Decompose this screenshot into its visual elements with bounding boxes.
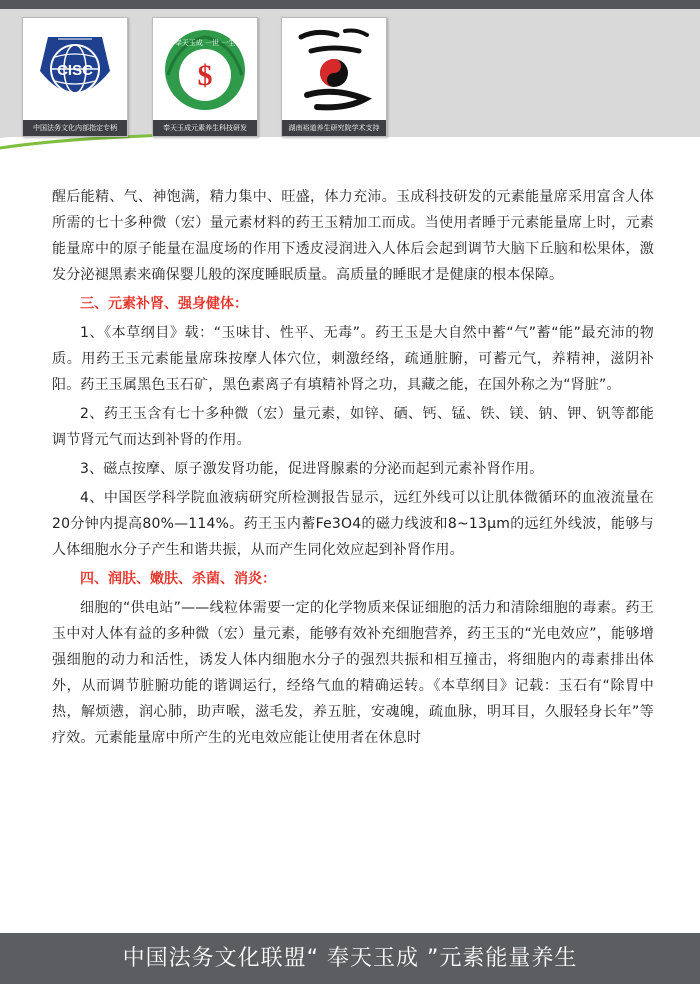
svg-text:$: $ (197, 59, 213, 92)
article-body (52, 184, 654, 754)
section4-paragraph-1: 细胞的“供电站”——线粒体需要一定的化学物质来保证细胞的活力和清除细胞的毒素。药王玉中对人体有益的多种微（宏）量元素，能够有效补充细胞营养，药王玉的“光电效应”，能够增强细胞的动力和活性，诱发人体内细胞水分子的强烈共振和相互撞击，将细胞内的毒素排出体外，从而调节脏腑功能的谐调运行，经络气血的精确运转。《本草纲目》记载：玉石有“除胃中热，解烦懑，润心肺，助声喉，滋毛发，养五脏，安魂魄，疏血脉，明耳目，久服轻身长年”等疗效。元素能量席中所产生的光电效应能让使用者在休息时 (52, 600, 654, 746)
section3-heading: 三、元素补肾、强身健体： (80, 296, 248, 312)
section3-paragraph-2: 2、药王玉含有七十多种微（宏）量元素，如锌、硒、钙、锰、铁、镁、钠、钾、钒等都能调节肾元气而达到补肾的作用。 (52, 406, 654, 448)
cisc-emblem-text: CISC (57, 62, 93, 79)
taoist-logo-card (281, 17, 387, 137)
fengtian-logo-card (152, 17, 258, 137)
fengtian-caption: 奉天玉成元素养生科技研发 (153, 120, 257, 136)
taoist-emblem-icon (287, 23, 381, 117)
fengtian-emblem-text: 奉天玉成 一世 一生 (174, 39, 236, 47)
top-strip (0, 0, 700, 9)
section3-paragraph-4: 4、中国医学科学院血液病研究所检测报告显示，远红外线可以让肌体微循环的血液流量在20分钟内提高80%—114%。药王玉内蓄Fe3O4的磁力线波和8~13μm的远红外线波，能够与人体细胞水分子产生和谐共振，从而产生同化效应起到补肾作用。 (52, 490, 654, 558)
section4-heading: 四、润肤、嫩肤、杀菌、消炎： (80, 571, 276, 587)
cisc-caption: 中国法务文化内部指定专柄 (23, 120, 127, 136)
section3-paragraph-1: 1、《本草纲目》载：“玉味甘、性平、无毒”。药王玉是大自然中蓄“气”蓄“能”最充沛的物质。用药王玉元素能量席珠按摩人体穴位，刺激经络，疏通脏腑，可蓄元气，养精神，滋阴补阳。药王玉属黑色玉石矿，黑色素离子有填精补肾之功，具藏之能，在国外称之为“肾脏”。 (52, 325, 654, 393)
footer-banner: 中国法务文化联盟“ 奉天玉成 ”元素能量养生 (0, 933, 700, 984)
section3-paragraph-3: 3、磁点按摩、原子激发肾功能，促进肾腺素的分泌而起到元素补肾作用。 (80, 461, 544, 477)
intro-paragraph: 醒后能精、气、神饱满，精力集中、旺盛，体力充沛。玉成科技研发的元素能量席采用富含人体所需的七十多种微（宏）量元素材料的药王玉精加工而成。当使用者睡于元素能量席上时，元素能量席中的原子能量在温度场的作用下透皮浸润进入人体后会起到调节大脑下丘脑和松果体，激发分泌褪黑素来确保婴儿般的深度睡眠质量。高质量的睡眠才是健康的根本保障。 (52, 189, 654, 283)
fengtian-emblem-icon (158, 23, 252, 117)
cisc-emblem-icon (28, 23, 122, 117)
cisc-logo-card (22, 17, 128, 137)
taoist-caption: 湖南裕道养生研究院学术支持 (282, 120, 386, 136)
